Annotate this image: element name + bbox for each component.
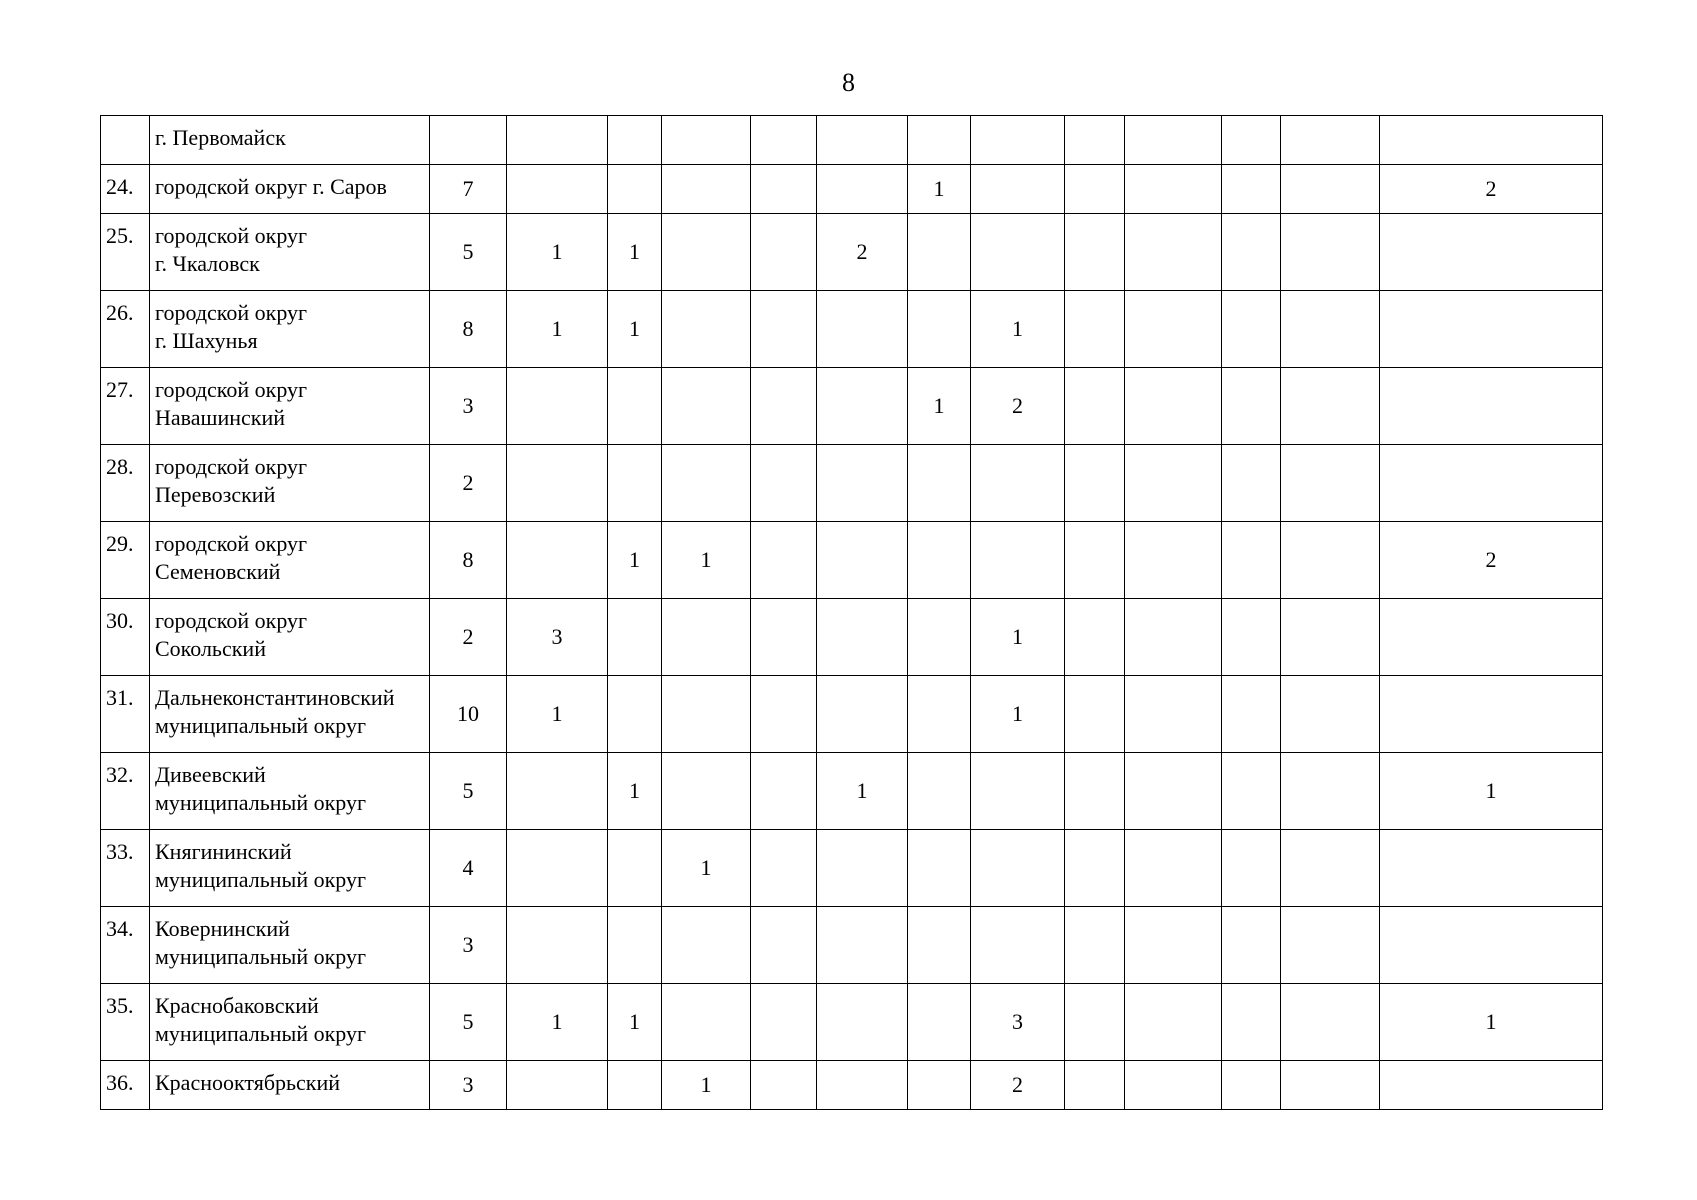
value-cell [817,1061,908,1110]
row-number-cell: 26. [101,291,150,368]
value-cell [751,984,817,1061]
value-cell [1065,907,1125,984]
value-cell [1125,116,1222,165]
district-name-cell: Дивеевский муниципальный округ [150,753,430,830]
value-cell [817,599,908,676]
value-cell: 1 [507,984,608,1061]
value-cell [1125,291,1222,368]
row-number-cell: 24. [101,165,150,214]
value-cell [817,165,908,214]
table-row [101,830,1603,907]
value-cell [1222,214,1281,291]
value-cell: 3 [430,907,507,984]
value-cell [1065,1061,1125,1110]
value-cell [1065,522,1125,599]
value-cell [971,753,1065,830]
district-name-cell: городской округ Семеновский [150,522,430,599]
district-name-cell: городской округ г. Саров [150,165,430,214]
value-cell [908,522,971,599]
table-row [101,291,1603,368]
value-cell [1380,907,1603,984]
value-cell [1380,291,1603,368]
value-cell [751,907,817,984]
value-cell [1065,214,1125,291]
value-cell: 4 [430,830,507,907]
value-cell [507,165,608,214]
value-cell [1281,522,1380,599]
value-cell [971,522,1065,599]
row-number-cell: 28. [101,445,150,522]
value-cell [662,368,751,445]
value-cell [751,753,817,830]
district-name-cell: городской округ Сокольский [150,599,430,676]
value-cell [1222,599,1281,676]
value-cell: 1 [971,599,1065,676]
value-cell [1125,445,1222,522]
value-cell [1125,522,1222,599]
district-name-cell: городской округ г. Чкаловск [150,214,430,291]
value-cell [662,907,751,984]
value-cell [751,165,817,214]
value-cell [908,291,971,368]
value-cell [908,1061,971,1110]
row-number-cell: 31. [101,676,150,753]
value-cell [751,522,817,599]
value-cell [1281,291,1380,368]
value-cell [1222,676,1281,753]
value-cell: 5 [430,214,507,291]
row-number-cell: 36. [101,1061,150,1110]
value-cell [507,1061,608,1110]
value-cell [1125,165,1222,214]
value-cell [1125,830,1222,907]
value-cell [507,445,608,522]
value-cell [908,984,971,1061]
value-cell: 2 [817,214,908,291]
value-cell: 1 [608,984,662,1061]
value-cell [817,676,908,753]
value-cell [608,1061,662,1110]
value-cell: 1 [971,676,1065,753]
value-cell [1065,291,1125,368]
value-cell [817,291,908,368]
value-cell [1281,753,1380,830]
value-cell [507,830,608,907]
value-cell [1065,830,1125,907]
value-cell [1380,368,1603,445]
value-cell [908,907,971,984]
value-cell: 1 [662,522,751,599]
value-cell [608,165,662,214]
value-cell [908,116,971,165]
row-number-cell: 35. [101,984,150,1061]
district-stats-table [100,115,1603,1110]
row-number-cell: 27. [101,368,150,445]
value-cell [662,165,751,214]
value-cell [608,368,662,445]
row-number-cell: 25. [101,214,150,291]
value-cell [507,368,608,445]
value-cell: 3 [507,599,608,676]
value-cell [1065,368,1125,445]
value-cell: 8 [430,522,507,599]
value-cell [430,116,507,165]
value-cell: 1 [662,1061,751,1110]
value-cell [971,165,1065,214]
value-cell [507,907,608,984]
value-cell: 2 [971,368,1065,445]
value-cell [662,214,751,291]
value-cell [1125,1061,1222,1110]
value-cell [662,116,751,165]
value-cell: 5 [430,984,507,1061]
value-cell: 1 [507,291,608,368]
value-cell [608,830,662,907]
table-row [101,165,1603,214]
value-cell [662,291,751,368]
district-name-cell: Ковернинский муниципальный округ [150,907,430,984]
value-cell [751,1061,817,1110]
value-cell [1281,830,1380,907]
value-cell [817,368,908,445]
value-cell [1222,291,1281,368]
value-cell [1222,830,1281,907]
value-cell [662,984,751,1061]
value-cell: 3 [971,984,1065,1061]
value-cell [751,676,817,753]
value-cell [751,291,817,368]
district-name-cell: городской округ г. Шахунья [150,291,430,368]
value-cell [1222,907,1281,984]
row-number-cell: 29. [101,522,150,599]
value-cell [608,676,662,753]
value-cell [817,522,908,599]
value-cell [1222,753,1281,830]
value-cell [971,116,1065,165]
value-cell [751,214,817,291]
value-cell [1065,599,1125,676]
value-cell [1380,1061,1603,1110]
page-number: 8 [842,68,855,97]
value-cell [662,445,751,522]
table-row [101,907,1603,984]
value-cell: 3 [430,1061,507,1110]
value-cell [751,599,817,676]
value-cell [507,753,608,830]
value-cell [1065,165,1125,214]
value-cell [817,984,908,1061]
district-name-cell: городской округ Навашинский [150,368,430,445]
table-row [101,599,1603,676]
value-cell: 1 [662,830,751,907]
value-cell [1065,676,1125,753]
value-cell [1281,676,1380,753]
value-cell [1065,753,1125,830]
value-cell [1380,214,1603,291]
value-cell [1222,984,1281,1061]
value-cell [908,830,971,907]
value-cell [1222,116,1281,165]
value-cell [1281,599,1380,676]
table-row [101,116,1603,165]
district-name-cell: Дальнеконстантиновский муниципальный округ [150,676,430,753]
value-cell [1281,1061,1380,1110]
value-cell [971,907,1065,984]
district-name-cell: городской округ Перевозский [150,445,430,522]
value-cell [1125,676,1222,753]
value-cell [971,445,1065,522]
value-cell: 1 [608,291,662,368]
value-cell [817,830,908,907]
value-cell [817,445,908,522]
value-cell: 1 [608,753,662,830]
district-name-cell: Краснооктябрьский [150,1061,430,1110]
value-cell: 1 [1380,753,1603,830]
value-cell [751,830,817,907]
value-cell: 8 [430,291,507,368]
value-cell: 1 [507,676,608,753]
value-cell [1222,522,1281,599]
value-cell [507,116,608,165]
district-name-cell: Краснобаковский муниципальный округ [150,984,430,1061]
table-row [101,214,1603,291]
district-name-cell: Княгининский муниципальный округ [150,830,430,907]
value-cell [608,907,662,984]
table-row [101,368,1603,445]
value-cell [908,445,971,522]
value-cell [662,599,751,676]
value-cell [1281,445,1380,522]
value-cell [1281,214,1380,291]
table-row [101,753,1603,830]
table-row [101,445,1603,522]
value-cell [1065,116,1125,165]
value-cell [1380,116,1603,165]
value-cell [608,445,662,522]
value-cell [1222,445,1281,522]
value-cell [1380,676,1603,753]
value-cell [1222,1061,1281,1110]
row-number-cell: 32. [101,753,150,830]
value-cell [1125,214,1222,291]
value-cell [971,214,1065,291]
value-cell [1222,368,1281,445]
value-cell [1125,753,1222,830]
value-cell [1125,599,1222,676]
value-cell: 7 [430,165,507,214]
value-cell: 1 [908,368,971,445]
value-cell [908,214,971,291]
row-number-cell: 34. [101,907,150,984]
value-cell [817,116,908,165]
row-number-cell: 33. [101,830,150,907]
value-cell [751,116,817,165]
value-cell: 1 [507,214,608,291]
value-cell [1380,830,1603,907]
table-body [101,116,1603,1110]
value-cell [751,368,817,445]
value-cell [908,753,971,830]
table-row [101,522,1603,599]
value-cell [1281,165,1380,214]
value-cell [1281,984,1380,1061]
value-cell: 5 [430,753,507,830]
value-cell: 3 [430,368,507,445]
value-cell: 2 [971,1061,1065,1110]
row-number-cell: 30. [101,599,150,676]
value-cell [817,907,908,984]
value-cell [1065,984,1125,1061]
row-number-cell [101,116,150,165]
value-cell: 2 [430,599,507,676]
value-cell [1125,984,1222,1061]
value-cell [608,116,662,165]
value-cell: 2 [1380,165,1603,214]
table-row [101,1061,1603,1110]
value-cell [1281,116,1380,165]
table-row [101,984,1603,1061]
value-cell [608,599,662,676]
value-cell: 1 [608,214,662,291]
value-cell [908,599,971,676]
value-cell [1380,599,1603,676]
value-cell [1380,445,1603,522]
value-cell [908,676,971,753]
value-cell [1222,165,1281,214]
value-cell [1065,445,1125,522]
value-cell: 10 [430,676,507,753]
value-cell [1125,907,1222,984]
value-cell [1281,368,1380,445]
value-cell: 1 [1380,984,1603,1061]
value-cell: 1 [908,165,971,214]
value-cell [507,522,608,599]
value-cell: 1 [971,291,1065,368]
value-cell [662,676,751,753]
value-cell [662,753,751,830]
district-name-cell: г. Первомайск [150,116,430,165]
value-cell [1281,907,1380,984]
value-cell [751,445,817,522]
value-cell [971,830,1065,907]
value-cell [1125,368,1222,445]
value-cell: 1 [608,522,662,599]
value-cell: 2 [1380,522,1603,599]
value-cell: 1 [817,753,908,830]
table-row [101,676,1603,753]
value-cell: 2 [430,445,507,522]
